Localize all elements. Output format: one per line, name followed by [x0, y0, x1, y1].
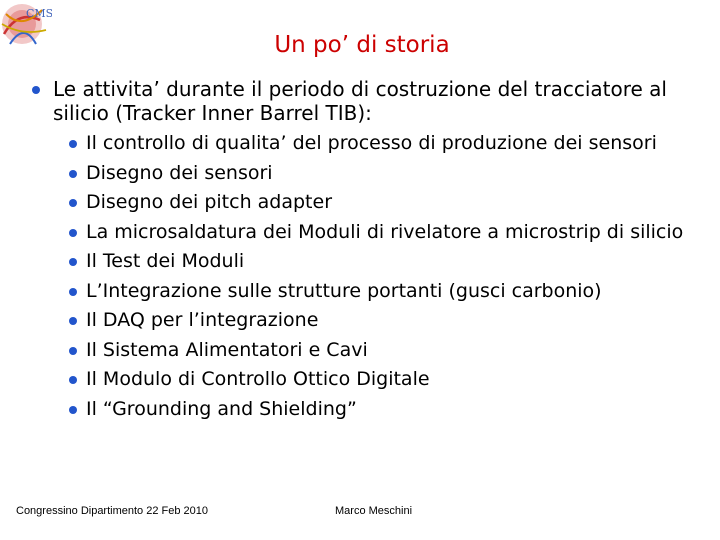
bullet-dot-icon [69, 317, 77, 325]
sub-bullet-item [69, 222, 699, 244]
sub-bullet-text: La microsaldatura dei Moduli di rivelatore a microstrip di silicio [86, 220, 684, 243]
bullet-dot-icon [69, 140, 77, 148]
sub-bullet-text: Il Modulo di Controllo Ottico Digitale [86, 368, 430, 390]
logo-text: CMS [26, 7, 52, 20]
bullet-dot-icon [69, 258, 77, 266]
sub-bullet-item [69, 251, 699, 273]
main-bullet [32, 77, 672, 125]
sub-bullet-text: Il controllo di qualita’ del processo di produzione dei sensori [86, 132, 657, 154]
bullet-dot-icon [69, 406, 77, 414]
sub-bullet-item [69, 399, 699, 421]
sub-bullet-text: Disegno dei sensori [86, 161, 273, 184]
sub-bullet-text: Disegno dei pitch adapter [86, 191, 333, 213]
sub-bullet-text: Il “Grounding and Shielding” [86, 397, 357, 420]
sub-bullet-item [69, 340, 699, 362]
sub-bullet-item [69, 310, 699, 332]
sub-bullet-text: L’Integrazione sulle strutture portanti (gusci carbonio) [86, 279, 602, 302]
bullet-dot-icon [69, 347, 77, 355]
sub-bullet-item [69, 133, 699, 155]
sub-bullet-item [69, 281, 699, 303]
main-bullet-text: Le attivita’ durante il periodo di costruzione del tracciatore al silicio (Tracker Inner Barrel TIB): [53, 77, 667, 125]
bullet-dot-icon [69, 288, 77, 296]
sub-bullet-text: Il Sistema Alimentatori e Cavi [86, 338, 368, 361]
bullet-dot-icon [32, 86, 40, 94]
footer-author: Marco Meschini [335, 505, 413, 517]
bullet-dot-icon [69, 199, 77, 207]
slide-title: Un po’ di storia [274, 32, 450, 58]
sub-bullet-text: Il DAQ per l’integrazione [86, 309, 319, 331]
sub-bullet-text: Il Test dei Moduli [86, 250, 245, 272]
sub-bullet-item [69, 192, 699, 214]
bullet-dot-icon [69, 170, 77, 178]
sub-bullet-item [69, 163, 699, 185]
sub-bullet-item [69, 369, 699, 391]
bullet-dot-icon [69, 376, 77, 384]
footer-event: Congressino Dipartimento 22 Feb 2010 [16, 505, 209, 517]
sub-bullet-list [69, 133, 699, 428]
bullet-dot-icon [69, 229, 77, 237]
